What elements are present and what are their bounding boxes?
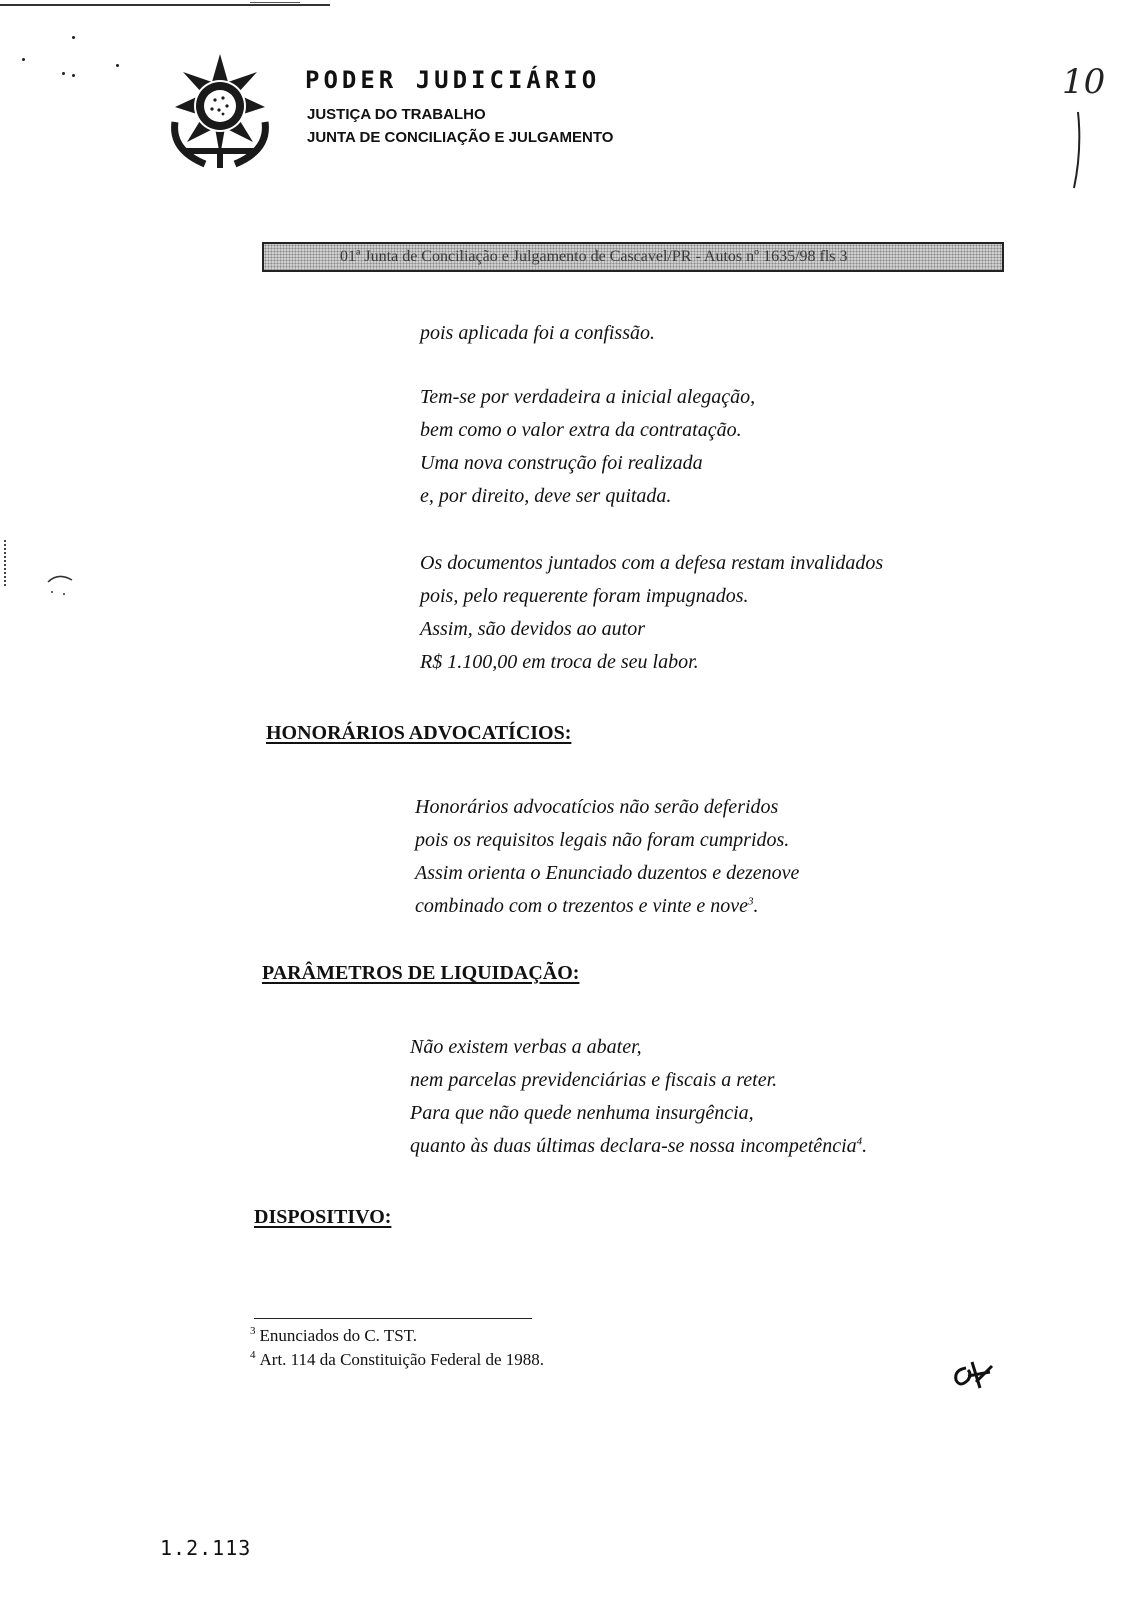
verse-line xyxy=(415,895,759,918)
verse-line xyxy=(410,1135,867,1158)
verse-line: Os documentos juntados com a defesa restam invalidados xyxy=(420,552,884,574)
institution-subtitle: JUSTIÇA DO TRABALHO xyxy=(307,106,486,123)
scan-speck xyxy=(72,36,75,39)
scan-speck xyxy=(116,64,119,67)
section-heading-parametros: PARÂMETROS DE LIQUIDAÇÃO: xyxy=(262,962,580,984)
verse-line: pois os requisitos legais não foram cumpridos. xyxy=(415,829,790,851)
handwritten-initials-icon xyxy=(950,1358,996,1392)
verse-line: bem como o valor extra da contratação. xyxy=(420,419,742,441)
verse-line-text: combinado com o trezentos e vinte e nove xyxy=(415,895,749,917)
margin-dotted-mark xyxy=(4,540,8,586)
footnote-text: Enunciados do C. TST. xyxy=(259,1326,418,1345)
verse-line: nem parcelas previdenciárias e fiscais a reter. xyxy=(410,1069,778,1091)
section-heading-honorarios: HONORÁRIOS ADVOCATÍCIOS: xyxy=(266,722,572,744)
document-code: 1.2.113 xyxy=(160,1536,252,1560)
margin-scribble-mark xyxy=(44,572,80,602)
scan-speck xyxy=(72,74,75,77)
brasil-coat-of-arms-icon xyxy=(165,52,275,170)
scan-edge-line xyxy=(0,4,330,6)
footnote-divider xyxy=(254,1318,532,1319)
case-reference-banner xyxy=(262,242,1004,272)
verse-line: R$ 1.100,00 em troca de seu labor. xyxy=(420,651,699,673)
handwritten-page-number: 10 xyxy=(1062,62,1106,102)
verse-line: Não existem verbas a abater, xyxy=(410,1036,642,1058)
verse-line: e, por direito, deve ser quitada. xyxy=(420,485,672,507)
footnote-number: 3 xyxy=(250,1325,256,1338)
institution-subtitle: JUNTA DE CONCILIAÇÃO E JULGAMENTO xyxy=(307,129,614,146)
footnote-number: 4 xyxy=(250,1349,256,1362)
verse-line: pois aplicada foi a confissão. xyxy=(420,322,655,344)
verse-line: Assim orienta o Enunciado duzentos e dezenove xyxy=(415,862,800,884)
verse-line: Tem-se por verdadeira a inicial alegação, xyxy=(420,386,756,408)
footnote-item xyxy=(250,1350,544,1370)
verse-line-period: . xyxy=(753,895,759,917)
verse-line: Uma nova construção foi realizada xyxy=(420,452,703,474)
footnote-text: Art. 114 da Constituição Federal de 1988. xyxy=(259,1350,545,1369)
verse-line: Assim, são devidos ao autor xyxy=(420,618,645,640)
verse-line: Para que não quede nenhuma insurgência, xyxy=(410,1102,754,1124)
verse-line: pois, pelo requerente foram impugnados. xyxy=(420,585,749,607)
scan-speck xyxy=(62,72,65,75)
handwritten-margin-stroke xyxy=(1060,110,1090,190)
section-heading-dispositivo: DISPOSITIVO: xyxy=(254,1206,392,1228)
verse-line-period: . xyxy=(862,1135,868,1157)
scan-edge-line xyxy=(250,2,300,3)
footnote-reference: 3 xyxy=(748,895,754,908)
institution-title: PODER JUDICIÁRIO xyxy=(305,66,601,94)
scan-speck xyxy=(22,58,25,61)
verse-line: Honorários advocatícios não serão deferidos xyxy=(415,796,779,818)
case-reference-text: 01ª Junta de Conciliação e Julgamento de Cascavel/PR - Autos nº 1635/98 fls 3 xyxy=(340,248,848,265)
footnote-reference: 4 xyxy=(856,1135,863,1148)
verse-line-text: quanto às duas últimas declara-se nossa incompetência xyxy=(410,1135,857,1157)
footnote-item xyxy=(250,1326,417,1346)
